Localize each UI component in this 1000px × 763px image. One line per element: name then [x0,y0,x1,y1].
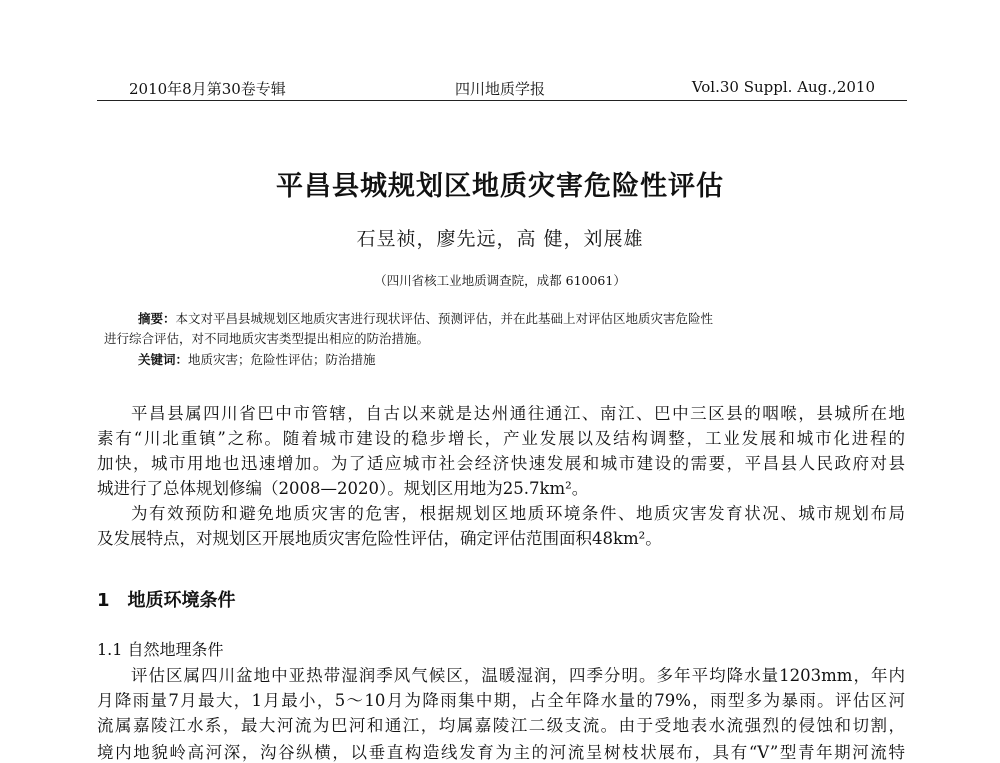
keywords-label: 关键词： [138,352,189,367]
header-journal: 四川地质学报 [455,80,546,98]
subsection-heading: 1.1 自然地理条件 [97,640,224,659]
body-line: 平昌县属四川省巴中市管辖，自古以来就是达州通往通江、南江、巴中三区县的咽喉，县城所在地 [131,404,905,423]
affiliation: （四川省核工业地质调查院，成都 610061） [374,273,626,288]
abstract-line: 进行综合评估，对不同地质灾害类型提出相应的防治措施。 [104,331,430,346]
body-line: 月降雨量7月最大，1月最小，5～10月为降雨集中期，占全年降水量的79%，雨型多为暴雨。评估区河 [97,691,905,710]
body-line: 境内地貌岭高河深，沟谷纵横，以垂直构造线发育为主的河流呈树枝状展布，具有“V”型青年期河流特 [97,743,905,762]
body-line: 加快，城市用地也迅速增加。为了适应城市社会经济快速发展和城市建设的需要，平昌县人民政府对县 [97,454,905,473]
body-line: 素有“川北重镇”之称。随着城市建设的稳步增长，产业发展以及结构调整，工业发展和城市化进程的 [97,429,905,448]
body-line: 为有效预防和避免地质灾害的危害，根据规划区地质环境条件、地质灾害发育状况、城市规划布局 [131,504,905,523]
header-volume: Vol.30 Suppl. Aug.,2010 [691,78,875,96]
abstract-label: 摘要： [138,311,176,326]
paper-title: 平昌县城规划区地质灾害危险性评估 [276,171,724,202]
body-line: 及发展特点，对规划区开展地质灾害危险性评估，确定评估范围面积48km²。 [97,529,662,548]
body-line: 城进行了总体规划修编（2008—2020）。规划区用地为25.7km²。 [97,479,589,498]
section-heading: 1 地质环境条件 [97,590,236,611]
body-line: 评估区属四川盆地中亚热带湿润季风气候区，温暖湿润，四季分明。多年平均降水量1203mm，年内 [131,666,905,685]
header-issue: 2010年8月第30卷专辑 [129,80,286,98]
abstract-line: 摘要：本文对平昌县城规划区地质灾害进行现状评估、预测评估，并在此基础上对评估区地质灾害危险性 [138,311,714,326]
keywords: 关键词：地质灾害；危险性评估；防治措施 [138,352,376,367]
running-header [97,76,907,101]
authors: 石昱祯，廖先远，高 健，刘展雄 [356,228,644,250]
body-line: 流属嘉陵江水系，最大河流为巴河和通江，均属嘉陵江二级支流。由于受地表水流强烈的侵蚀和切割， [97,716,905,735]
